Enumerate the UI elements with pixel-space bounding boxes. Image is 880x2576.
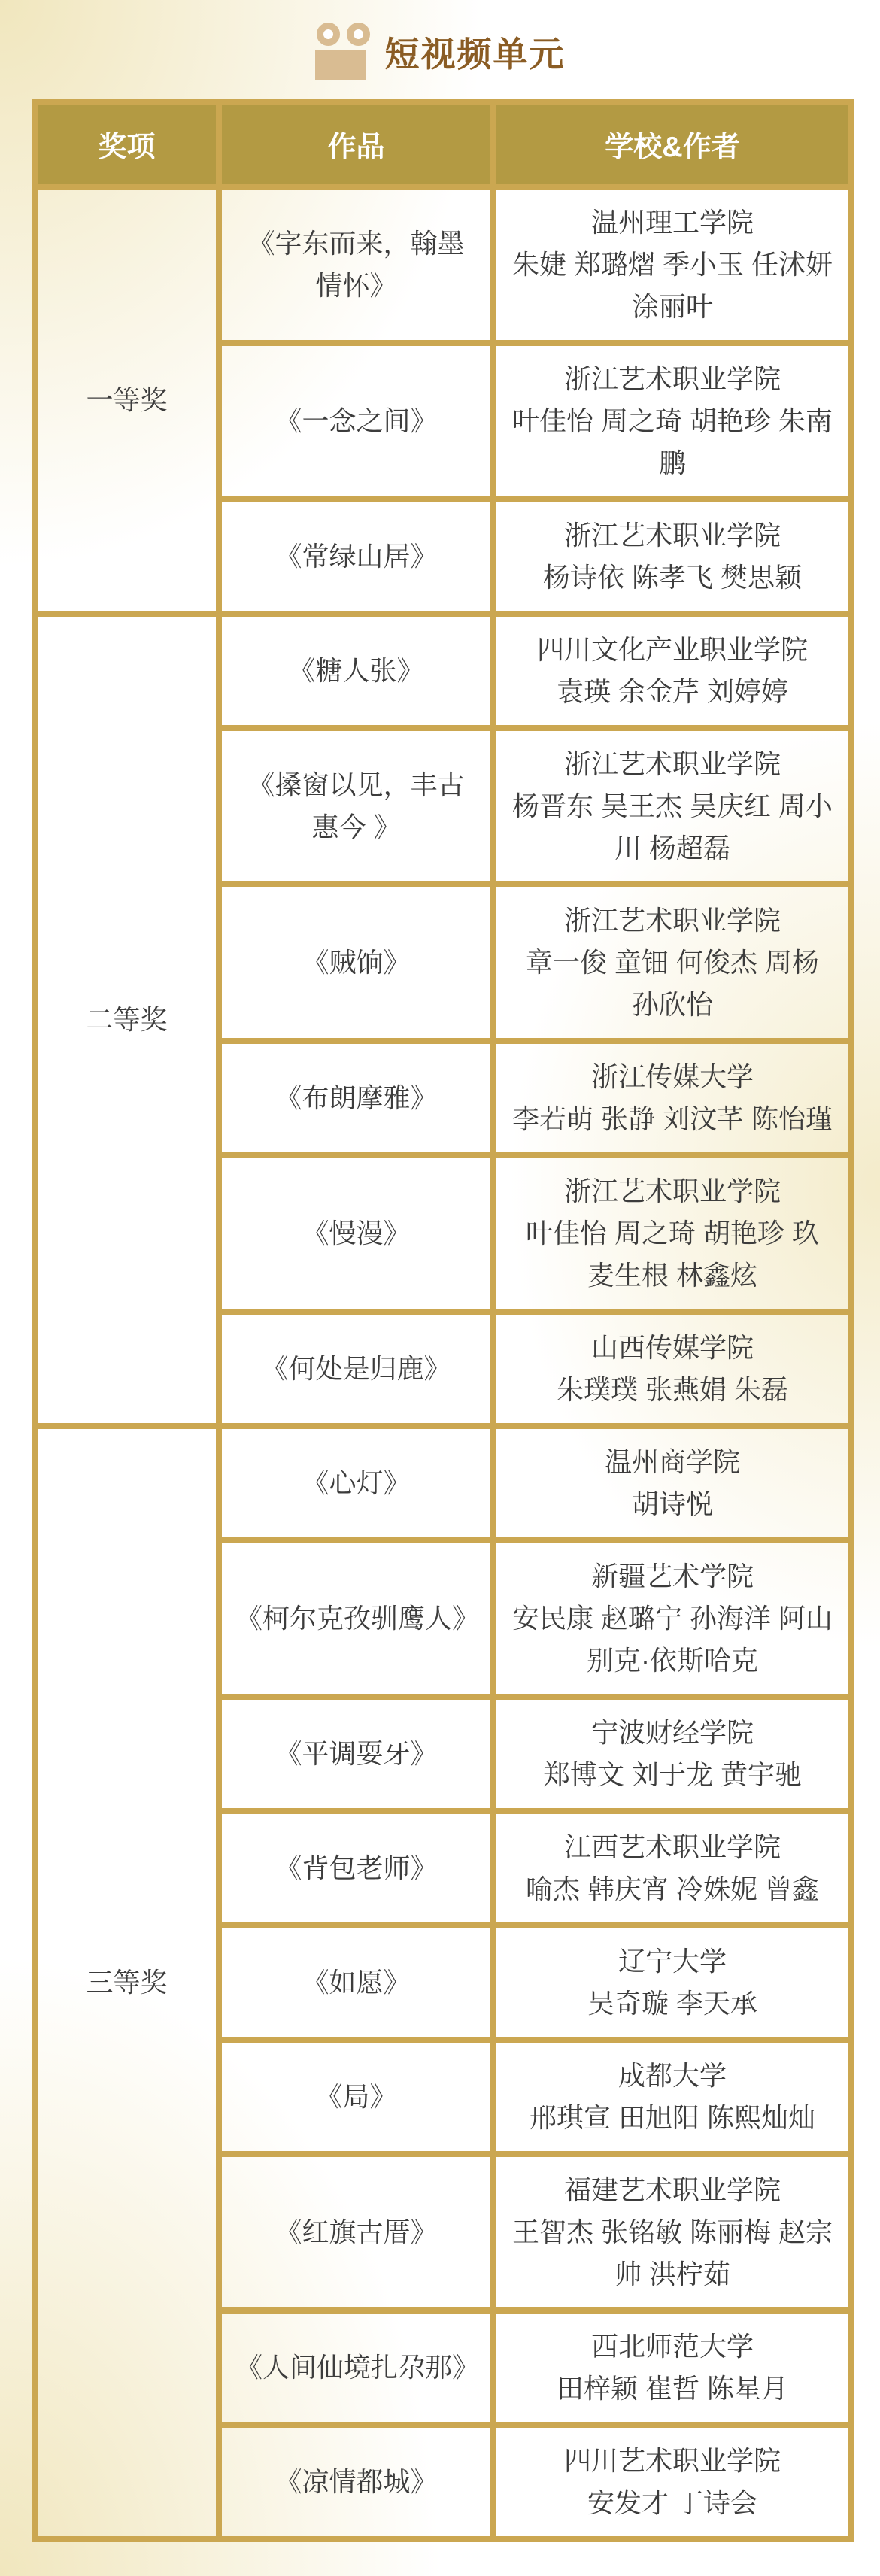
school-name: 浙江传媒大学	[590, 1061, 754, 1092]
school-author-cell	[493, 2040, 851, 2154]
award-cell: 二等奖	[35, 614, 219, 1426]
school-author-cell	[493, 1697, 851, 1811]
school-author-cell	[493, 1811, 851, 1925]
school-author-cell	[493, 1155, 851, 1312]
school-name: 四川艺术职业学院	[563, 2445, 781, 2476]
work-title-cell: 《字东而来，翰墨情怀》	[219, 187, 493, 343]
school-author-cell	[493, 614, 851, 728]
film-reel-left	[317, 23, 340, 46]
authors: 朱璞璞 张燕娟 朱磊	[556, 1374, 788, 1405]
school-author-cell	[493, 1426, 851, 1540]
header-school-author: 学校&作者	[493, 102, 851, 187]
school-author-cell	[493, 2311, 851, 2425]
authors: 王智杰 张铭敏 陈丽梅 赵宗帅 洪柠茹	[511, 2216, 833, 2289]
film-reel-right	[347, 23, 370, 46]
header-award: 奖项	[35, 102, 219, 187]
film-projector-icon	[315, 23, 370, 80]
award-cell: 三等奖	[35, 1426, 219, 2539]
authors: 叶佳怡 周之琦 胡艳珍 朱南鹏	[511, 405, 833, 478]
school-author-cell	[493, 187, 851, 343]
school-name: 成都大学	[618, 2060, 727, 2091]
school-name: 辽宁大学	[618, 1946, 727, 1977]
school-name: 四川文化产业职业学院	[536, 634, 808, 665]
school-author-cell	[493, 728, 851, 884]
school-name: 浙江艺术职业学院	[563, 1176, 781, 1206]
school-author-cell	[493, 2154, 851, 2311]
award-cell: 一等奖	[35, 187, 219, 614]
school-author-cell	[493, 1540, 851, 1697]
school-author-cell	[493, 2425, 851, 2539]
authors: 叶佳怡 周之琦 胡艳珍 玖 麦生根 林鑫炫	[525, 1218, 819, 1291]
school-author-cell	[493, 343, 851, 499]
work-title-cell: 《慢漫》	[219, 1155, 493, 1312]
work-title-cell: 《人间仙境扎尕那》	[219, 2311, 493, 2425]
section-title-bar	[0, 0, 880, 99]
school-author-cell	[493, 499, 851, 614]
header-work: 作品	[219, 102, 493, 187]
work-title-cell: 《糖人张》	[219, 614, 493, 728]
authors: 袁瑛 余金芹 刘婷婷	[556, 676, 788, 707]
work-title-cell: 《一念之间》	[219, 343, 493, 499]
work-title-cell: 《如愿》	[219, 1925, 493, 2040]
school-author-cell	[493, 1041, 851, 1155]
authors: 杨诗依 陈孝飞 樊思颖	[542, 562, 802, 593]
work-title-cell: 《柯尔克孜驯鹰人》	[219, 1540, 493, 1697]
work-title-cell: 《搡窗以见，丰古惠今 》	[219, 728, 493, 884]
work-title-cell: 《心灯》	[219, 1426, 493, 1540]
table-row	[35, 1426, 851, 1540]
work-title-cell: 《局》	[219, 2040, 493, 2154]
work-title-cell: 《贼饷》	[219, 884, 493, 1041]
authors: 邢琪宣 田旭阳 陈熙灿灿	[529, 2102, 815, 2133]
authors: 安民康 赵璐宁 孙海洋 阿山别克·依斯哈克	[511, 1603, 833, 1676]
school-author-cell	[493, 1312, 851, 1426]
authors: 田梓颖 崔哲 陈星月	[556, 2373, 788, 2404]
school-name: 山西传媒学院	[590, 1332, 754, 1363]
work-title-cell: 《平调耍牙》	[219, 1697, 493, 1811]
school-author-cell	[493, 884, 851, 1041]
school-name: 新疆艺术学院	[590, 1561, 754, 1591]
page-title: 短视频单元	[384, 34, 566, 74]
work-title-cell: 《红旗古厝》	[219, 2154, 493, 2311]
work-title-cell: 《背包老师》	[219, 1811, 493, 1925]
authors: 章一俊 童钿 何俊杰 周杨 孙欣怡	[525, 947, 819, 1020]
school-name: 温州理工学院	[590, 207, 754, 238]
work-title-cell: 《常绿山居》	[219, 499, 493, 614]
school-name: 浙江艺术职业学院	[563, 363, 781, 394]
authors: 安发才 丁诗会	[587, 2487, 757, 2518]
work-title-cell: 《凉情都城》	[219, 2425, 493, 2539]
table-row	[35, 187, 851, 343]
school-name: 福建艺术职业学院	[563, 2174, 781, 2205]
work-title-cell: 《布朗摩雅》	[219, 1041, 493, 1155]
school-name: 宁波财经学院	[590, 1717, 754, 1748]
authors: 胡诗悦	[631, 1488, 713, 1519]
authors: 李若萌 张静 刘汶芊 陈怡瑾	[511, 1103, 833, 1134]
table-row	[35, 614, 851, 728]
header-row	[35, 102, 851, 187]
authors: 杨晋东 吴王杰 吴庆红 周小川 杨超磊	[511, 790, 833, 863]
film-reels	[317, 23, 370, 46]
awards-table	[32, 99, 854, 2542]
authors: 喻杰 韩庆宵 冷姝妮 曾鑫	[525, 1874, 819, 1904]
school-name: 浙江艺术职业学院	[563, 520, 781, 551]
authors: 朱婕 郑璐熠 季小玉 任沭妍 涂丽叶	[511, 249, 833, 322]
authors: 吴奇璇 李天承	[587, 1988, 757, 2019]
school-name: 浙江艺术职业学院	[563, 905, 781, 936]
school-name: 江西艺术职业学院	[563, 1831, 781, 1862]
school-author-cell	[493, 1925, 851, 2040]
school-name: 温州商学院	[604, 1446, 740, 1477]
school-name: 西北师范大学	[590, 2331, 754, 2362]
authors: 郑博文 刘于龙 黄宇驰	[542, 1759, 802, 1790]
school-name: 浙江艺术职业学院	[563, 748, 781, 779]
work-title-cell: 《何处是归鹿》	[219, 1312, 493, 1426]
projector-body	[315, 50, 366, 80]
